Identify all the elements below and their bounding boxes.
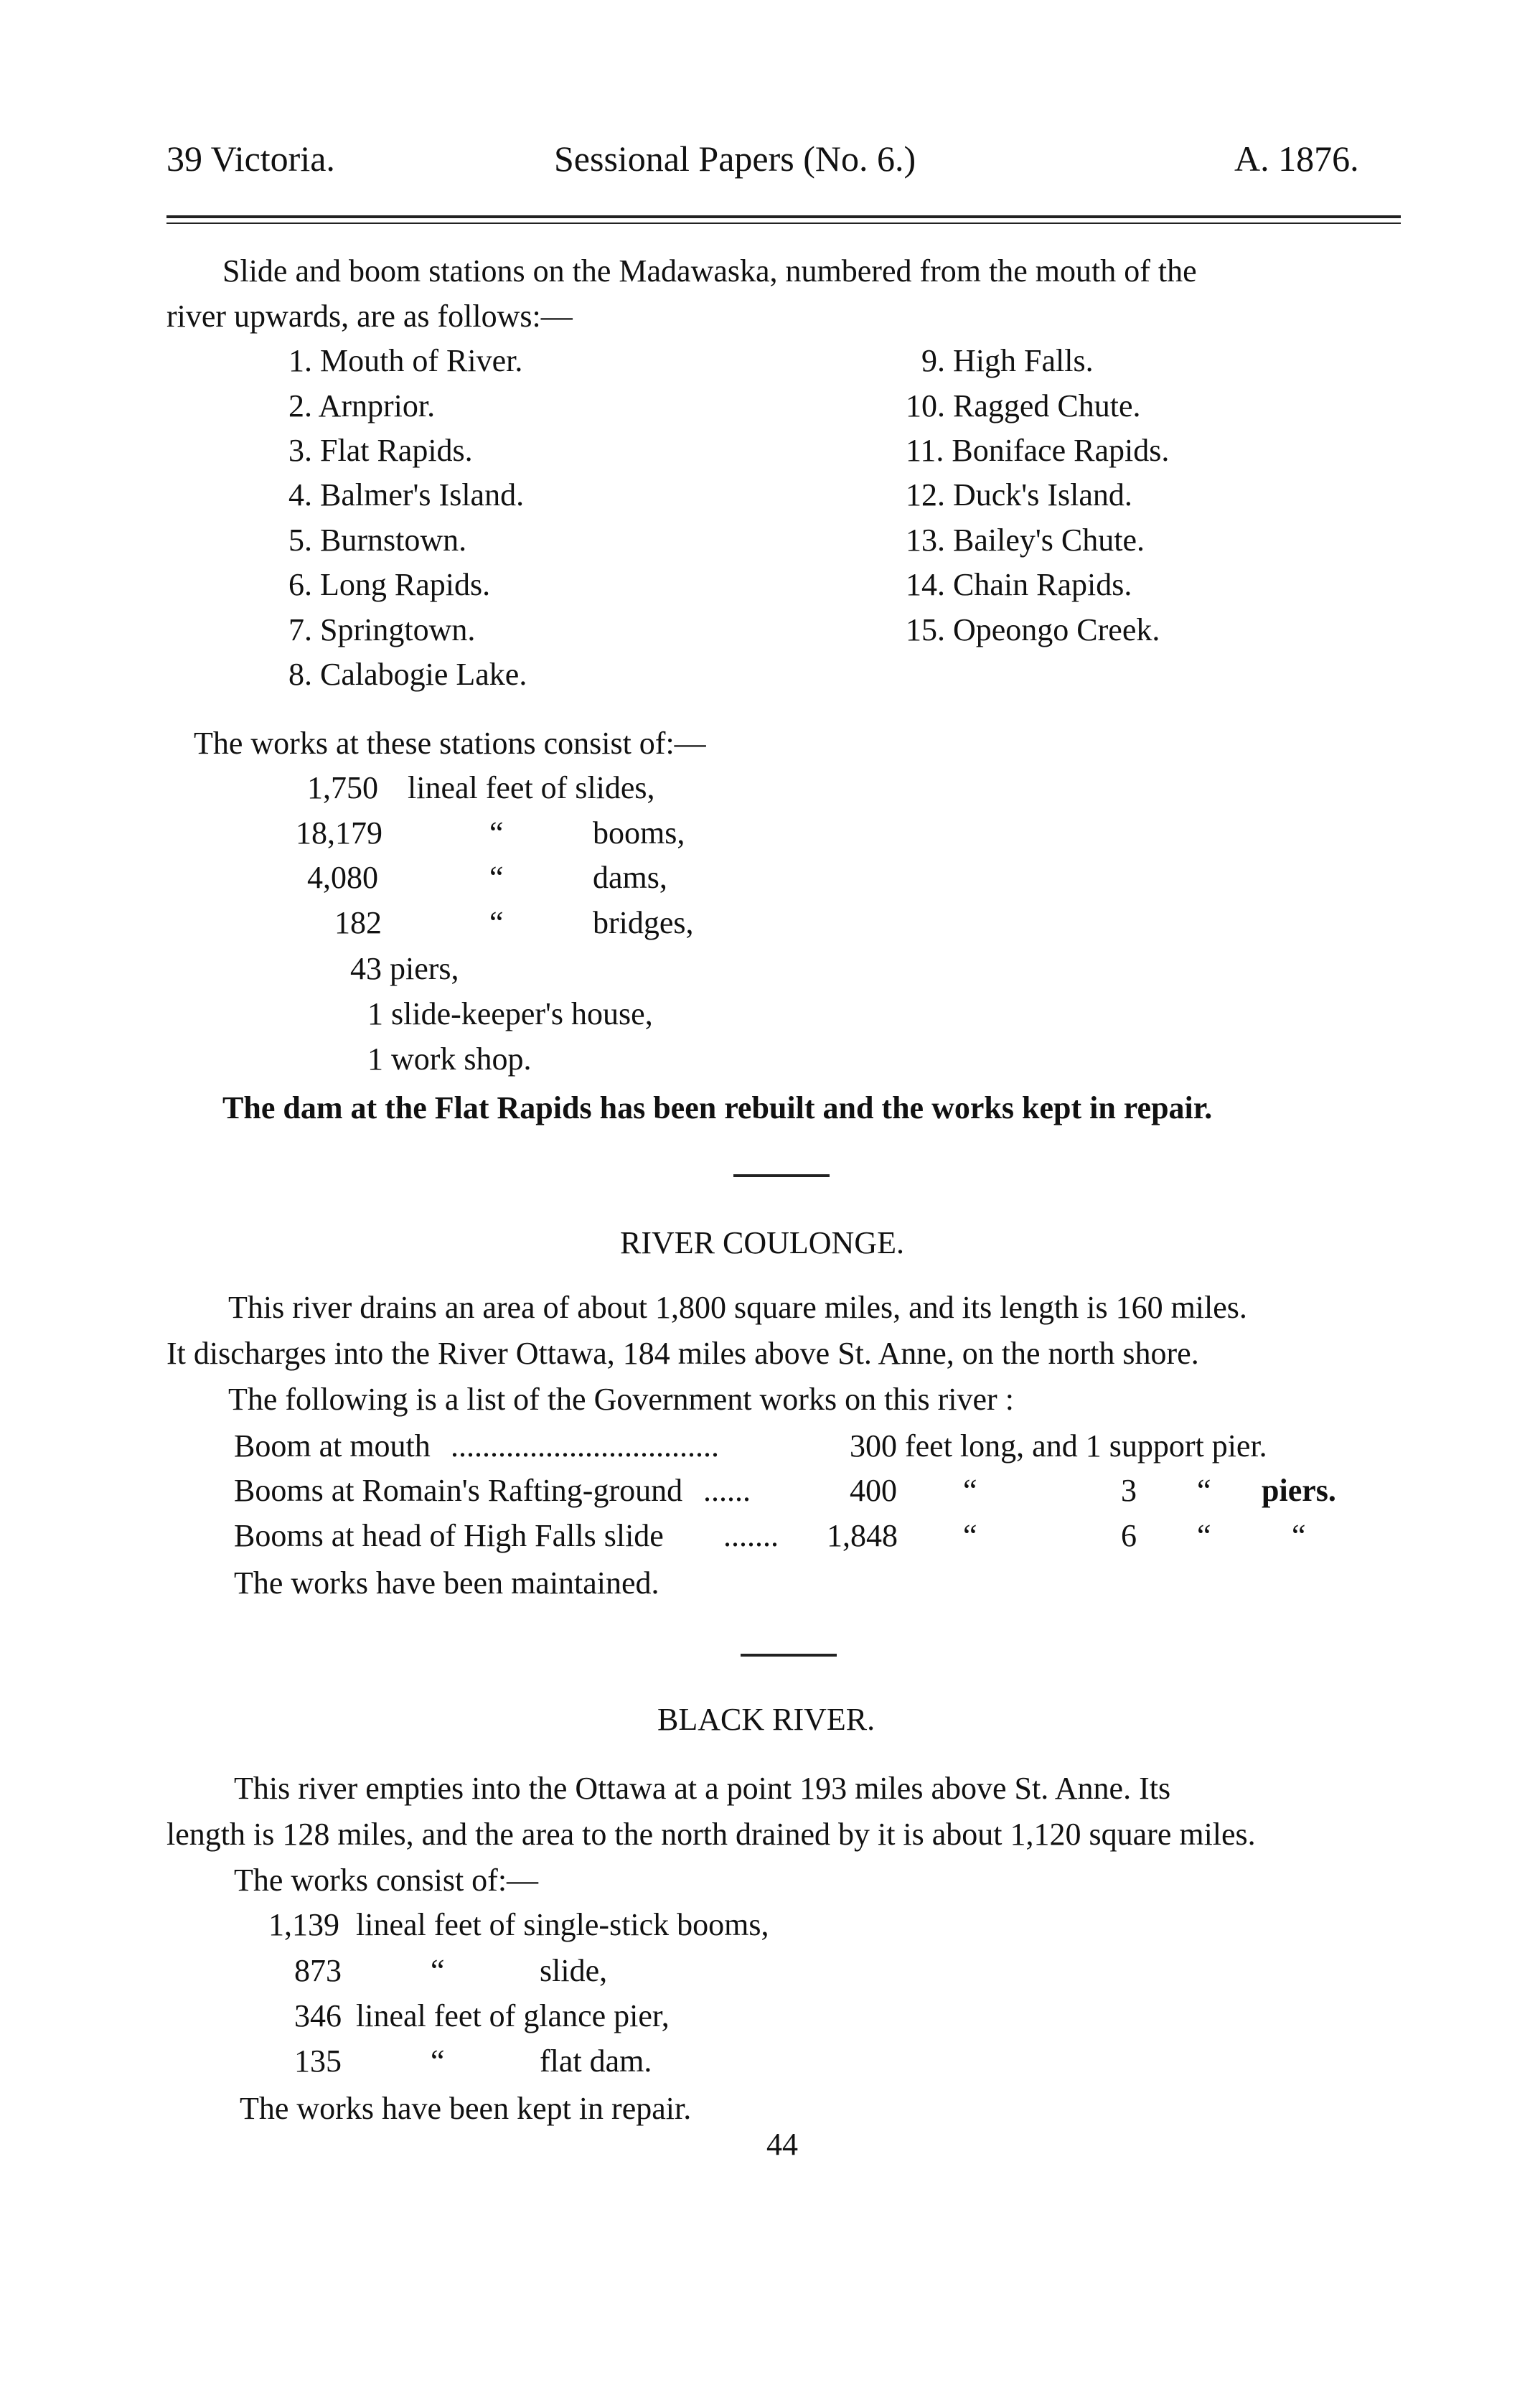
dot-leader: ....... <box>723 1518 779 1553</box>
station-item: 9. High Falls. <box>921 343 1094 378</box>
station-item: 10. Ragged Chute. <box>906 388 1141 423</box>
station-item: 3. Flat Rapids. <box>288 433 473 468</box>
ditto-mark: “ <box>489 860 504 895</box>
coulonge-work-qty: 400 <box>850 1473 897 1508</box>
ditto-mark: “ <box>431 2043 445 2079</box>
coulonge-work-count: 6 <box>1121 1518 1137 1553</box>
section-divider <box>733 1174 830 1177</box>
coulonge-work-qty: 300 feet long, and 1 support pier. <box>850 1428 1267 1464</box>
coulonge-work-unit: piers. <box>1262 1473 1336 1508</box>
coulonge-work-item: Booms at Romain's Rafting-ground <box>234 1473 683 1508</box>
ditto-mark: “ <box>1197 1473 1211 1508</box>
station-item: 11. Boniface Rapids. <box>906 433 1170 468</box>
section-divider <box>741 1654 837 1657</box>
other-work-item: 1 slide-keeper's house, <box>367 996 653 1031</box>
works-qty: 4,080 <box>307 860 378 895</box>
coulonge-closing: The works have been maintained. <box>234 1565 659 1601</box>
madawaska-intro-line2: river upwards, are as follows:— <box>166 299 573 334</box>
ditto-mark: “ <box>489 815 504 851</box>
dot-leader: ...... <box>703 1473 751 1508</box>
works-qty: 346 <box>294 1998 342 2033</box>
black-river-para-line2: length is 128 miles, and the area to the north drained by it is about 1,120 square miles. <box>166 1817 1256 1852</box>
header-right: A. 1876. <box>1234 139 1359 179</box>
works-unit: lineal feet of glance pier, <box>356 1998 670 2033</box>
works-qty: 135 <box>294 2043 342 2079</box>
black-river-para-line1: This river empties into the Ottawa at a point 193 miles above St. Anne. Its <box>234 1771 1171 1806</box>
ditto-mark: “ <box>1292 1518 1306 1553</box>
header-rule-thin <box>166 223 1401 224</box>
other-work-item: 1 work shop. <box>367 1041 532 1077</box>
coulonge-work-qty: 1,848 <box>827 1518 898 1553</box>
works-qty: 1,139 <box>268 1907 339 1942</box>
coulonge-work-count: 3 <box>1121 1473 1137 1508</box>
works-unit: flat dam. <box>540 2043 652 2079</box>
works-qty: 873 <box>294 1953 342 1988</box>
coulonge-list-intro: The following is a list of the Government works on this river : <box>228 1382 1014 1417</box>
works-intro: The works at these stations consist of:— <box>194 726 706 761</box>
header-rule-thick <box>166 215 1401 218</box>
works-unit: slide, <box>540 1953 608 1988</box>
works-unit: lineal feet of slides, <box>408 770 655 805</box>
station-item: 2. Arnprior. <box>288 388 436 423</box>
black-river-closing: The works have been kept in repair. <box>240 2091 692 2126</box>
section-heading: BLACK RIVER. <box>657 1702 875 1737</box>
ditto-mark: “ <box>489 905 504 940</box>
coulonge-work-item: Booms at head of High Falls slide <box>234 1518 664 1553</box>
station-item: 13. Bailey's Chute. <box>906 523 1145 558</box>
ditto-mark: “ <box>431 1953 445 1988</box>
station-item: 15. Opeongo Creek. <box>906 612 1160 647</box>
other-work-item: 43 piers, <box>350 951 459 986</box>
madawaska-intro-line1: Slide and boom stations on the Madawaska, numbered from the mouth of the <box>222 253 1197 289</box>
section-heading: RIVER COULONGE. <box>620 1225 904 1260</box>
works-qty: 18,179 <box>296 815 382 851</box>
coulonge-para-line1: This river drains an area of about 1,800 square miles, and its length is 160 miles. <box>228 1290 1247 1325</box>
header-left: 39 Victoria. <box>166 139 335 179</box>
works-unit: dams, <box>593 860 667 895</box>
station-item: 1. Mouth of River. <box>288 343 523 378</box>
station-item: 8. Calabogie Lake. <box>288 657 527 692</box>
madawaska-closing: The dam at the Flat Rapids has been rebuilt and the works kept in repair. <box>222 1090 1213 1125</box>
station-item: 14. Chain Rapids. <box>906 567 1132 602</box>
station-item: 7. Springtown. <box>288 612 476 647</box>
station-item: 5. Burnstown. <box>288 523 467 558</box>
ditto-mark: “ <box>1197 1518 1211 1553</box>
station-item: 6. Long Rapids. <box>288 567 491 602</box>
station-item: 4. Balmer's Island. <box>288 477 525 512</box>
ditto-mark: “ <box>963 1518 977 1553</box>
station-item: 12. Duck's Island. <box>906 477 1132 512</box>
page-number: 44 <box>766 2127 798 2162</box>
works-qty: 182 <box>334 905 382 940</box>
header-center: Sessional Papers (No. 6.) <box>554 139 916 179</box>
works-qty: 1,750 <box>307 770 378 805</box>
works-unit: lineal feet of single-stick booms, <box>356 1907 769 1942</box>
black-river-works-intro: The works consist of:— <box>234 1863 539 1898</box>
coulonge-para-line2: It discharges into the River Ottawa, 184 miles above St. Anne, on the north shore. <box>166 1336 1199 1371</box>
works-unit: bridges, <box>593 905 694 940</box>
coulonge-work-item: Boom at mouth <box>234 1428 431 1464</box>
dot-leader: .................................. <box>451 1428 719 1464</box>
ditto-mark: “ <box>963 1473 977 1508</box>
works-unit: booms, <box>593 815 685 851</box>
